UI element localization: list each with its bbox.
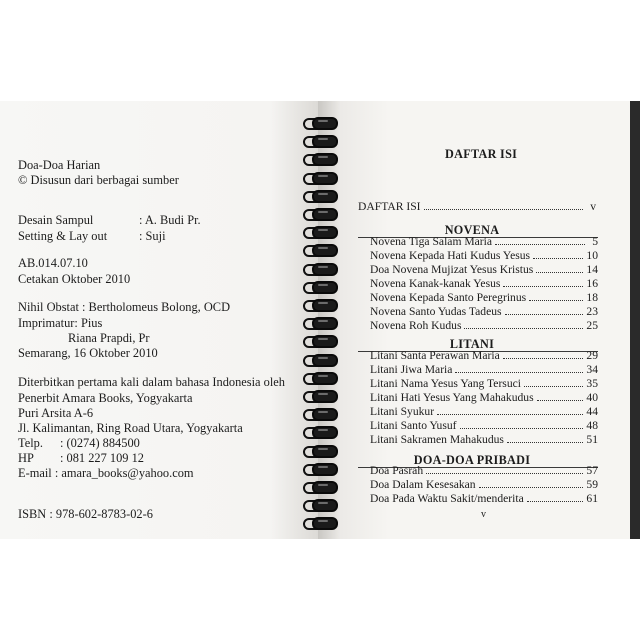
spiral-coil: [300, 262, 338, 274]
scan-edge: [630, 101, 640, 539]
toc-entry-title: Novena Kepada Hati Kudus Yesus: [370, 249, 531, 262]
toc-entry-title: Doa Pasrah: [370, 464, 424, 477]
spiral-coil: [300, 407, 338, 419]
left-page: [0, 101, 318, 539]
spiral-coil: [300, 425, 338, 437]
spiral-coil: [300, 171, 338, 183]
toc-heading: DAFTAR ISI: [445, 147, 518, 161]
toc-entry-page: 5: [592, 235, 598, 248]
toc-entry-page: 35: [586, 377, 598, 390]
spiral-coil: [300, 462, 338, 474]
spiral-coil: [300, 334, 338, 346]
toc-entry-title: Litani Syukur: [370, 405, 435, 418]
toc-entry-page: v: [590, 200, 596, 213]
toc-entry-title: Doa Pada Waktu Sakit/menderita: [370, 492, 524, 505]
toc-entry-title: Litani Santo Yusuf: [370, 419, 457, 432]
toc-entry-title: Novena Santo Yudas Tadeus: [370, 305, 502, 318]
toc-entry-page: 16: [586, 277, 598, 290]
hp-label: HP: [18, 451, 34, 465]
credit-layout: [18, 229, 166, 243]
spiral-coil: [300, 480, 338, 492]
credit-value: : A. Budi Pr.: [139, 213, 201, 227]
toc-entry-title: Novena Roh Kudus: [370, 319, 462, 332]
address-line-1: Puri Arsita A-6: [18, 406, 94, 420]
credit-value: : Suji: [139, 229, 166, 243]
toc-entry-page: 61: [586, 492, 598, 505]
toc-entry-page: 14: [586, 263, 598, 276]
toc-entry-title: Litani Nama Yesus Yang Tersuci: [370, 377, 521, 390]
toc-entry[interactable]: [370, 463, 598, 477]
toc-entry-title: Litani Sakramen Mahakudus: [370, 433, 504, 446]
section-heading-litani: LITANI: [449, 337, 495, 351]
phone: [18, 436, 140, 450]
address-line-2: Jl. Kalimantan, Ring Road Utara, Yogyakarta: [18, 421, 243, 435]
toc-entry-page: 29: [586, 349, 598, 362]
toc-entry-title: Novena Kepada Santo Peregrinus: [370, 291, 527, 304]
toc-entry-title: Litani Santa Perawan Maria: [370, 349, 500, 362]
spiral-coil: [300, 243, 338, 255]
spiral-coil: [300, 207, 338, 219]
toc-entry[interactable]: [370, 304, 598, 318]
credit-cover-design: [18, 213, 201, 227]
toc-entry-page: 59: [586, 478, 598, 491]
toc-entry-title: DAFTAR ISI: [358, 200, 421, 213]
toc-entry-title: Novena Kanak-kanak Yesus: [370, 277, 501, 290]
toc-entry[interactable]: [370, 477, 598, 491]
toc-entry[interactable]: [370, 276, 598, 290]
isbn: ISBN : 978-602-8783-02-6: [18, 507, 153, 521]
toc-entry-page: 25: [586, 319, 598, 332]
toc-entry-page: 34: [586, 363, 598, 376]
publisher-intro: Diterbitkan pertama kali dalam bahasa Indonesia oleh: [18, 375, 285, 389]
toc-entry[interactable]: [370, 234, 598, 248]
spiral-coil: [300, 152, 338, 164]
spiral-coil: [300, 280, 338, 292]
spiral-coil: [300, 316, 338, 328]
toc-entry-page: 18: [586, 291, 598, 304]
spiral-coil: [300, 189, 338, 201]
toc-entry[interactable]: [370, 491, 598, 505]
mobile: [18, 451, 144, 465]
spiral-coil: [300, 371, 338, 383]
hp-value: : 081 227 109 12: [60, 451, 144, 465]
spiral-coil: [300, 498, 338, 510]
toc-entry-page: 51: [586, 433, 598, 446]
spiral-coil: [300, 116, 338, 128]
nihil-obstat: Nihil Obstat : Bertholomeus Bolong, OCD: [18, 300, 231, 314]
email: E-mail : amara_books@yahoo.com: [18, 466, 194, 480]
printing-info: Cetakan Oktober 2010: [18, 272, 131, 286]
spiral-coil: [300, 444, 338, 456]
section-heading-novena: NOVENA: [444, 223, 500, 237]
toc-entry[interactable]: [370, 362, 598, 376]
imprimatur-second: Riana Prapdi, Pr: [68, 331, 150, 345]
phone-label: Telp.: [18, 436, 43, 450]
toc-entry[interactable]: [370, 404, 598, 418]
spiral-coil: [300, 353, 338, 365]
toc-entry-title: Litani Jiwa Maria: [370, 363, 453, 376]
compiled-note: © Disusun dari berbagai sumber: [18, 173, 179, 187]
section-heading-doa-pribadi: DOA-DOA PRIBADI: [413, 453, 531, 467]
toc-entry[interactable]: [370, 348, 598, 362]
imprimatur: Imprimatur: Pius: [18, 316, 103, 330]
catalog-code: AB.014.07.10: [18, 256, 88, 270]
place-date: Semarang, 16 Oktober 2010: [18, 346, 158, 360]
toc-entry[interactable]: [370, 248, 598, 262]
toc-entry-page: 48: [586, 419, 598, 432]
toc-entry[interactable]: [370, 418, 598, 432]
toc-entry[interactable]: [370, 290, 598, 304]
spiral-coil: [300, 134, 338, 146]
toc-entry[interactable]: [358, 199, 596, 213]
toc-entry[interactable]: [370, 318, 598, 332]
toc-entry-page: 40: [586, 391, 598, 404]
spiral-coil: [300, 516, 338, 528]
toc-entry-title: Doa Novena Mujizat Yesus Kristus: [370, 263, 534, 276]
credit-label: Setting & Lay out: [18, 229, 108, 243]
phone-value: : (0274) 884500: [60, 436, 140, 450]
toc-entry[interactable]: [370, 432, 598, 446]
page-number: v: [481, 509, 486, 520]
toc-entry-page: 10: [586, 249, 598, 262]
spiral-coil: [300, 389, 338, 401]
spiral-coil: [300, 225, 338, 237]
spiral-binding: [300, 116, 340, 556]
toc-entry[interactable]: [370, 262, 598, 276]
toc-entry[interactable]: [370, 390, 598, 404]
toc-entry[interactable]: [370, 376, 598, 390]
publisher-name: Penerbit Amara Books, Yogyakarta: [18, 391, 193, 405]
toc-entry-title: Litani Hati Yesus Yang Mahakudus: [370, 391, 534, 404]
credit-label: Desain Sampul: [18, 213, 94, 227]
toc-entry-page: 23: [586, 305, 598, 318]
toc-entry-page: 44: [586, 405, 598, 418]
spiral-coil: [300, 298, 338, 310]
book-title: Doa-Doa Harian: [18, 158, 101, 172]
toc-entry-title: Novena Tiga Salam Maria: [370, 235, 493, 248]
toc-entry-page: 57: [586, 464, 598, 477]
toc-entry-title: Doa Dalam Kesesakan: [370, 478, 476, 491]
